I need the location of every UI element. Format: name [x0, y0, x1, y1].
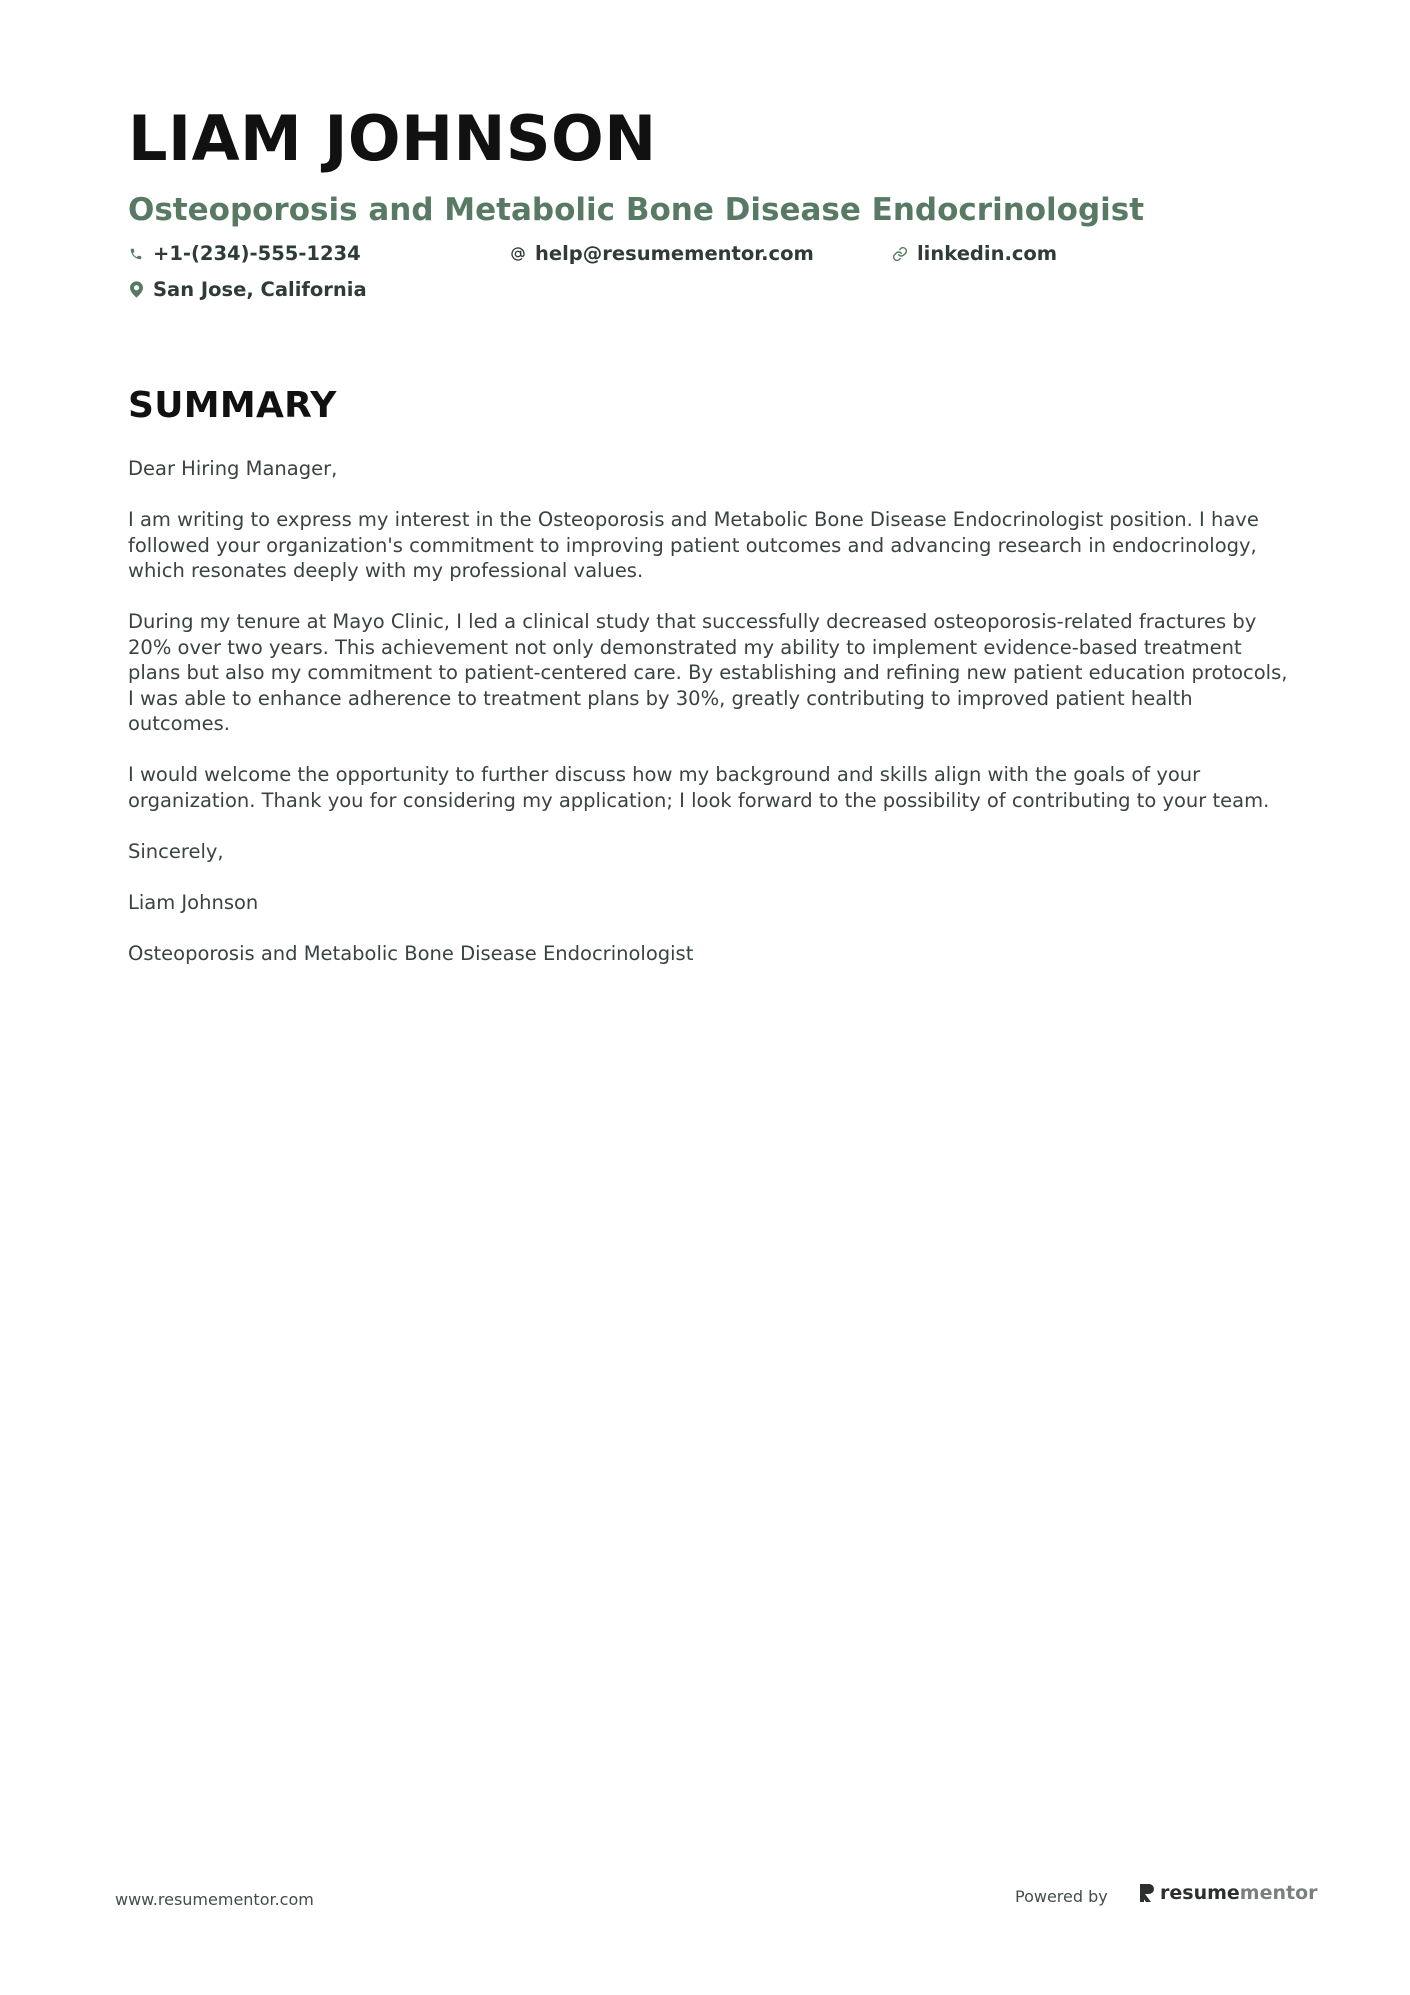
- summary-heading: SUMMARY: [128, 385, 337, 426]
- contact-link: [892, 242, 1057, 265]
- footer-powered-by: Powered by: [1015, 1887, 1108, 1906]
- brand-part-1: resume: [1160, 1882, 1240, 1904]
- location-text: San Jose, California: [153, 278, 367, 301]
- signature-title: Osteoporosis and Metabolic Bone Disease Endocrinologist: [128, 941, 694, 965]
- link-text: linkedin.com: [917, 242, 1058, 265]
- signature-name: Liam Johnson: [128, 890, 259, 914]
- letter-body: [128, 456, 1288, 992]
- contact-location: [128, 278, 367, 301]
- resumementor-logo-icon: [1138, 1882, 1156, 1904]
- job-title: Osteoporosis and Metabolic Bone Disease Endocrinologist: [128, 192, 1145, 228]
- closing: Sincerely,: [128, 839, 224, 863]
- phone-text: +1-(234)-555-1234: [153, 242, 361, 265]
- at-icon: [510, 245, 526, 263]
- contact-phone: [128, 242, 361, 265]
- contact-email: [510, 242, 814, 265]
- brand-part-2: mentor: [1239, 1882, 1318, 1904]
- location-pin-icon: [128, 281, 144, 299]
- candidate-name: LIAM JOHNSON: [128, 102, 657, 175]
- salutation: Dear Hiring Manager,: [128, 457, 338, 480]
- footer-brand-logo[interactable]: [1138, 1882, 1318, 1904]
- paragraph-1: I am writing to express my interest in the Osteoporosis and Metabolic Bone Disease Endocrinologist position. I have followed your organization's commitment to improving patient outcomes and advancing research in endocrinology, which resonates deeply with my professional values.: [128, 508, 1259, 582]
- paragraph-2: During my tenure at Mayo Clinic, I led a clinical study that successfully decreased osteoporosis-related fractures by 20% over two years. This achievement not only demonstrated my ability to implement evidence-based treatment plans but also my commitment to patient-centered care. By establishing and refining new patient education protocols, I was able to enhance adherence to treatment plans by 30%, greatly contributing to improved patient health outcomes.: [128, 610, 1288, 735]
- link-icon: [892, 245, 908, 263]
- email-text: help@resumementor.com: [535, 242, 814, 265]
- paragraph-3: I would welcome the opportunity to further discuss how my background and skills align with the goals of your organization. Thank you for considering my application; I look forward to the possibility of contributing to your team.: [128, 763, 1270, 812]
- footer-url[interactable]: www.resumementor.com: [115, 1890, 314, 1909]
- phone-icon: [128, 245, 144, 263]
